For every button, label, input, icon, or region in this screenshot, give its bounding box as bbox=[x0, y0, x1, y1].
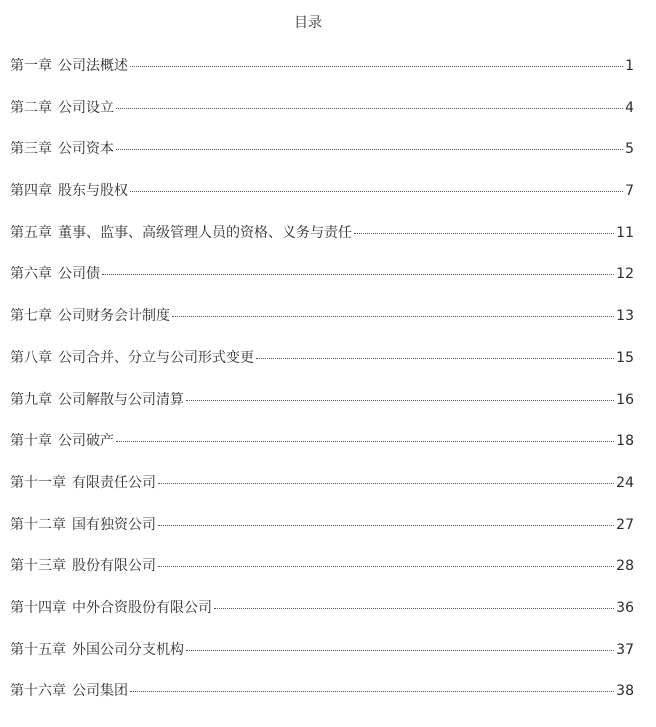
chapter-title: 公司债 bbox=[58, 266, 100, 283]
toc-entry[interactable] bbox=[10, 515, 634, 557]
chapter-number: 第七章 bbox=[10, 308, 52, 325]
toc-entry[interactable] bbox=[10, 431, 634, 473]
page-number: 36 bbox=[616, 599, 634, 616]
chapter-number: 第十四章 bbox=[10, 599, 66, 616]
chapter-title: 董事、监事、高级管理人员的资格、义务与责任 bbox=[58, 224, 352, 241]
dot-leader bbox=[256, 358, 614, 359]
page-number: 1 bbox=[625, 58, 634, 74]
toc-entry[interactable] bbox=[10, 264, 634, 306]
toc-list bbox=[10, 56, 634, 723]
dot-leader bbox=[116, 149, 623, 150]
chapter-title: 中外合资股份有限公司 bbox=[72, 599, 212, 616]
toc-entry[interactable] bbox=[10, 556, 634, 598]
chapter-title: 公司财务会计制度 bbox=[58, 308, 170, 325]
chapter-title: 公司解散与公司清算 bbox=[58, 391, 184, 408]
chapter-title: 股东与股权 bbox=[58, 183, 128, 200]
dot-leader bbox=[158, 525, 614, 526]
dot-leader bbox=[130, 191, 623, 192]
chapter-title: 公司设立 bbox=[58, 99, 114, 116]
chapter-title: 公司集团 bbox=[72, 683, 128, 700]
chapter-title: 有限责任公司 bbox=[72, 474, 156, 491]
toc-entry[interactable] bbox=[10, 98, 634, 140]
chapter-number: 第十六章 bbox=[10, 683, 66, 700]
page-number: 4 bbox=[625, 99, 634, 116]
chapter-title: 国有独资公司 bbox=[72, 516, 156, 533]
toc-entry[interactable] bbox=[10, 390, 634, 432]
page-number: 11 bbox=[616, 224, 634, 241]
chapter-number: 第九章 bbox=[10, 391, 52, 408]
page-number: 37 bbox=[616, 641, 634, 658]
page-number: 18 bbox=[616, 433, 634, 450]
dot-leader bbox=[102, 274, 614, 275]
toc-entry[interactable] bbox=[10, 348, 634, 390]
page-number: 28 bbox=[616, 558, 634, 575]
chapter-number: 第十一章 bbox=[10, 474, 66, 491]
chapter-number: 第六章 bbox=[10, 266, 52, 283]
chapter-title: 公司合并、分立与公司形式变更 bbox=[58, 349, 254, 366]
dot-leader bbox=[186, 650, 614, 651]
chapter-title: 公司破产 bbox=[58, 433, 114, 450]
toc-entry[interactable] bbox=[10, 223, 634, 265]
dot-leader bbox=[130, 691, 614, 692]
chapter-title: 公司法概述 bbox=[58, 58, 128, 74]
chapter-number: 第十五章 bbox=[10, 641, 66, 658]
toc-entry[interactable] bbox=[10, 56, 634, 98]
chapter-number: 第一章 bbox=[10, 58, 52, 74]
chapter-number: 第八章 bbox=[10, 349, 52, 366]
toc-entry[interactable] bbox=[10, 681, 634, 723]
page-number: 15 bbox=[616, 349, 634, 366]
dot-leader bbox=[172, 316, 614, 317]
dot-leader bbox=[158, 566, 614, 567]
toc-entry[interactable] bbox=[10, 181, 634, 223]
toc-title: 目录 bbox=[294, 15, 322, 31]
page-number: 7 bbox=[625, 183, 634, 200]
chapter-number: 第五章 bbox=[10, 224, 52, 241]
chapter-number: 第十三章 bbox=[10, 558, 66, 575]
dot-leader bbox=[158, 483, 614, 484]
page-number: 38 bbox=[616, 683, 634, 700]
dot-leader bbox=[116, 108, 623, 109]
dot-leader bbox=[186, 400, 614, 401]
page-number: 16 bbox=[616, 391, 634, 408]
toc-entry[interactable] bbox=[10, 598, 634, 640]
chapter-title: 公司资本 bbox=[58, 141, 114, 158]
dot-leader bbox=[130, 66, 623, 67]
dot-leader bbox=[354, 233, 614, 234]
page-number: 12 bbox=[616, 266, 634, 283]
toc-entry[interactable] bbox=[10, 139, 634, 181]
chapter-number: 第十二章 bbox=[10, 516, 66, 533]
chapter-number: 第十章 bbox=[10, 433, 52, 450]
toc-entry[interactable] bbox=[10, 473, 634, 515]
dot-leader bbox=[116, 441, 614, 442]
dot-leader bbox=[214, 608, 614, 609]
toc-entry[interactable] bbox=[10, 306, 634, 348]
chapter-number: 第二章 bbox=[10, 99, 52, 116]
chapter-title: 外国公司分支机构 bbox=[72, 641, 184, 658]
page-number: 27 bbox=[616, 516, 634, 533]
chapter-number: 第四章 bbox=[10, 183, 52, 200]
page-number: 5 bbox=[625, 141, 634, 158]
page-number: 13 bbox=[616, 308, 634, 325]
chapter-title: 股份有限公司 bbox=[72, 558, 156, 575]
chapter-number: 第三章 bbox=[10, 141, 52, 158]
page-number: 24 bbox=[616, 474, 634, 491]
toc-entry[interactable] bbox=[10, 640, 634, 682]
